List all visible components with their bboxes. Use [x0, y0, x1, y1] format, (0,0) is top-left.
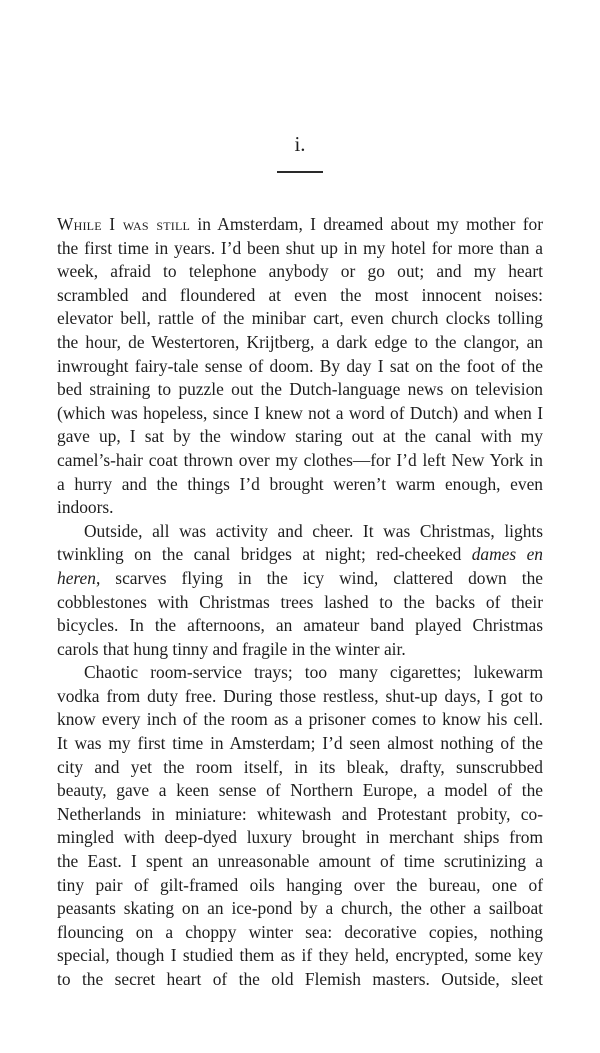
text-line: indoors.	[57, 497, 114, 518]
text-line: It was my first time in Amsterdam; I’d seen almost nothing of the	[57, 733, 543, 754]
text-line: elevator bell, rattle of the minibar cart, even church clocks tolling	[57, 308, 543, 329]
paragraph-1	[57, 213, 543, 520]
italic-phrase: dames en	[471, 544, 543, 565]
text-line: inwrought fairy-tale sense of doom. By day I sat on the foot of the	[57, 355, 543, 376]
paragraph-2	[57, 520, 543, 662]
chapter-body	[57, 213, 543, 992]
text-line: to the secret heart of the old Flemish masters. Outside, sleet	[57, 969, 543, 989]
text-line: a hurry and the things I’d brought weren’t warm enough, even	[57, 473, 543, 494]
text-line: (which was hopeless, since I knew not a word of Dutch) and when I	[57, 402, 543, 423]
text-line: carols that hung tinny and fragile in the winter air.	[57, 638, 406, 659]
text-line: city and yet the room itself, in its bleak, drafty, sunscrubbed	[57, 756, 543, 777]
text-line: special, though I studied them as if they held, encrypted, some key	[57, 945, 543, 966]
text-line: flouncing on a choppy winter sea: decorative copies, nothing	[57, 921, 543, 942]
text-line: camel’s-hair coat thrown over my clothes—for I’d left New York in	[57, 449, 543, 470]
italic-phrase: heren	[57, 567, 96, 588]
text-line: While I was still in Amsterdam, I dreamed about my mother for	[57, 214, 544, 234]
text-line: Netherlands in miniature: whitewash and Protestant probity, co-	[57, 803, 543, 824]
text-line: Chaotic room-service trays; too many cigarettes; lukewarm	[84, 662, 543, 683]
text-line: the hour, de Westertoren, Krijtberg, a dark edge to the clangor, an	[57, 331, 543, 352]
text-line: week, afraid to telephone anybody or go out; and my heart	[57, 261, 543, 282]
text-line: gave up, I sat by the window staring out at the canal with my	[57, 426, 543, 447]
lead-in-smallcaps: While I was still	[57, 214, 191, 234]
text-line: bicycles. In the afternoons, an amateur band played Christmas	[57, 615, 543, 636]
text-line: Outside, all was activity and cheer. It was Christmas, lights	[84, 520, 543, 541]
text-line: the East. I spent an unreasonable amount of time scrutinizing a	[57, 851, 543, 872]
text-line: the first time in years. I’d been shut up in my hotel for more than a	[57, 237, 543, 258]
text-line: peasants skating on an ice-pond by a church, the other a sailboat	[57, 898, 543, 919]
chapter-number: i.	[294, 132, 306, 156]
text-line: scrambled and floundered at even the most innocent noises:	[57, 284, 543, 305]
text-line: twinkling on the canal bridges at night; red-cheeked dames en	[57, 544, 543, 565]
text-line: mingled with deep-dyed luxury brought in merchant ships from	[57, 827, 543, 848]
chapter-divider-rule	[277, 171, 323, 173]
text-line: tiny pair of gilt-framed oils hanging over the bureau, one of	[57, 874, 543, 895]
paragraph-3	[57, 661, 543, 991]
text-line: bed straining to puzzle out the Dutch-language news on television	[57, 379, 543, 400]
text-line: cobblestones with Christmas trees lashed to the backs of their	[57, 591, 543, 612]
text-line: know every inch of the room as a prisoner comes to know his cell.	[57, 709, 543, 730]
text-line: vodka from duty free. During those restless, shut-up days, I got to	[57, 685, 543, 706]
text-line: heren, scarves flying in the icy wind, clattered down the	[57, 567, 543, 588]
text-line: beauty, gave a keen sense of Northern Europe, a model of the	[57, 780, 543, 801]
